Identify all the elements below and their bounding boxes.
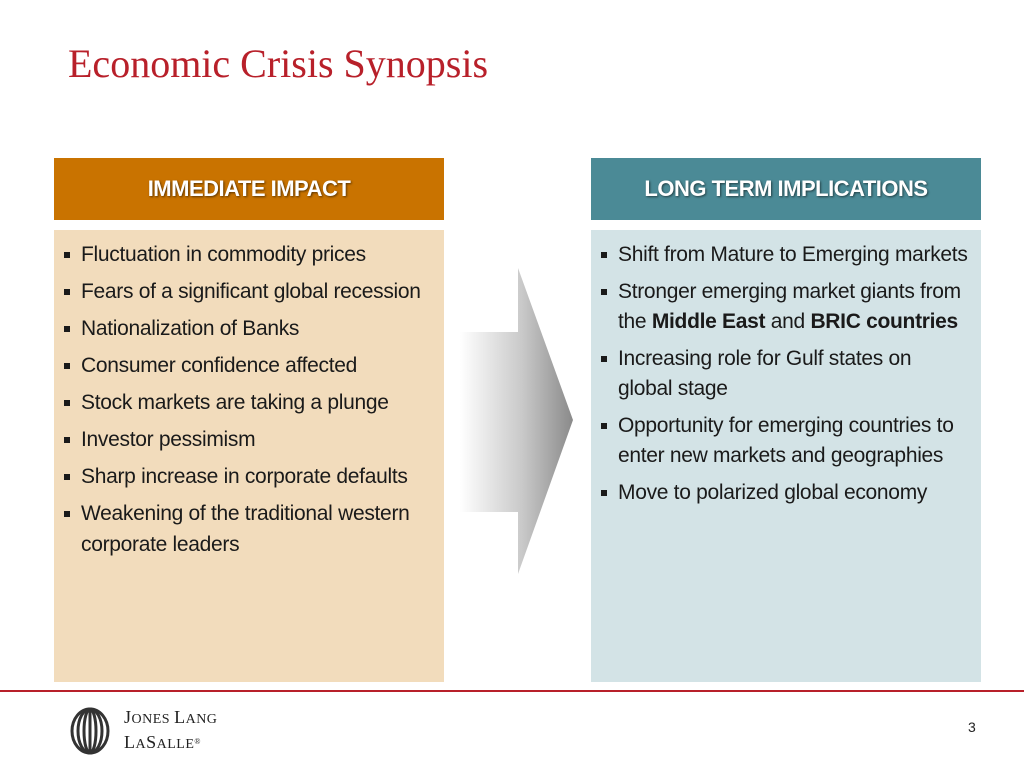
logo-line-1: [124, 706, 217, 731]
logo-line-2: [124, 731, 217, 756]
bullet-icon: [64, 474, 70, 480]
slide-title: Economic Crisis Synopsis: [68, 41, 489, 86]
bullet-icon: [601, 289, 607, 295]
list-item-text: Nationalization of Banks: [81, 317, 300, 340]
logo-wordmark: [124, 706, 217, 756]
bullet-icon: [64, 400, 70, 406]
list-item: [64, 240, 434, 271]
list-item: [601, 344, 971, 405]
list-item: [64, 351, 434, 382]
bullet-icon: [601, 252, 607, 258]
bullet-icon: [64, 437, 70, 443]
immediate-impact-header: [54, 158, 444, 220]
logo-letter: S: [146, 732, 157, 752]
list-item: [64, 462, 434, 493]
middle-east-emphasis: Middle East: [651, 310, 766, 333]
company-logo: [70, 706, 217, 756]
bullet-icon: [64, 289, 70, 295]
list-item-text: Fluctuation in commodity prices: [81, 243, 366, 266]
logo-letters: A: [135, 737, 147, 752]
list-item-text: Stock markets are taking a plunge: [81, 391, 389, 414]
bullet-icon: [64, 511, 70, 517]
list-item-text: Move to polarized global economy: [618, 480, 928, 504]
list-item: [64, 499, 434, 560]
list-item-text: Increasing role for Gulf states on global stage: [618, 346, 912, 400]
bullet-icon: [601, 423, 607, 429]
list-item: [64, 388, 434, 419]
logo-letter: L: [174, 707, 186, 727]
list-item: [64, 314, 434, 345]
bullet-icon: [64, 326, 70, 332]
jll-logo-icon: [70, 707, 110, 755]
immediate-impact-panel: [54, 230, 444, 682]
list-item: [601, 411, 971, 472]
registered-mark: ®: [194, 737, 201, 746]
bullet-icon: [601, 490, 607, 496]
list-item-text: Investor pessimism: [81, 428, 256, 451]
long-term-implications-heading: LONG TERM IMPLICATIONS: [644, 176, 928, 201]
list-item-text: Consumer confidence affected: [81, 354, 358, 377]
list-item: [601, 240, 971, 271]
logo-letters: ONES: [131, 712, 175, 727]
long-term-implications-header: [591, 158, 981, 220]
logo-letters: ALLE: [156, 737, 195, 752]
list-item: [601, 277, 971, 338]
list-item: [64, 277, 434, 308]
list-item-text: Sharp increase in corporate defaults: [81, 465, 408, 488]
long-term-implications-list: [601, 240, 971, 508]
list-item-text-mid: and: [765, 310, 811, 333]
long-term-implications-panel: [591, 230, 981, 682]
list-item-text-pre: Stronger emerging market giants from the: [618, 279, 961, 333]
bullet-icon: [601, 356, 607, 362]
bullet-icon: [64, 252, 70, 258]
list-item-text: Shift from Mature to Emerging markets: [618, 243, 968, 266]
list-item: [64, 425, 434, 456]
right-arrow-icon: [460, 268, 576, 576]
list-item-text: Weakening of the traditional western corporate leaders: [81, 502, 410, 556]
immediate-impact-list: [64, 240, 434, 560]
logo-letters: ANG: [185, 712, 218, 727]
immediate-impact-heading: IMMEDIATE IMPACT: [147, 176, 351, 201]
footer-divider: [0, 690, 1024, 692]
list-item-text: Opportunity for emerging countries to enter new markets and geographies: [618, 413, 954, 467]
list-item: [601, 478, 971, 509]
page-number: 3: [968, 719, 976, 735]
bric-countries-emphasis: BRIC countries: [810, 310, 958, 333]
bullet-icon: [64, 363, 70, 369]
logo-letter: L: [124, 732, 136, 752]
list-item-text: Fears of a significant global recession: [81, 280, 421, 303]
logo-letter: J: [124, 707, 132, 727]
